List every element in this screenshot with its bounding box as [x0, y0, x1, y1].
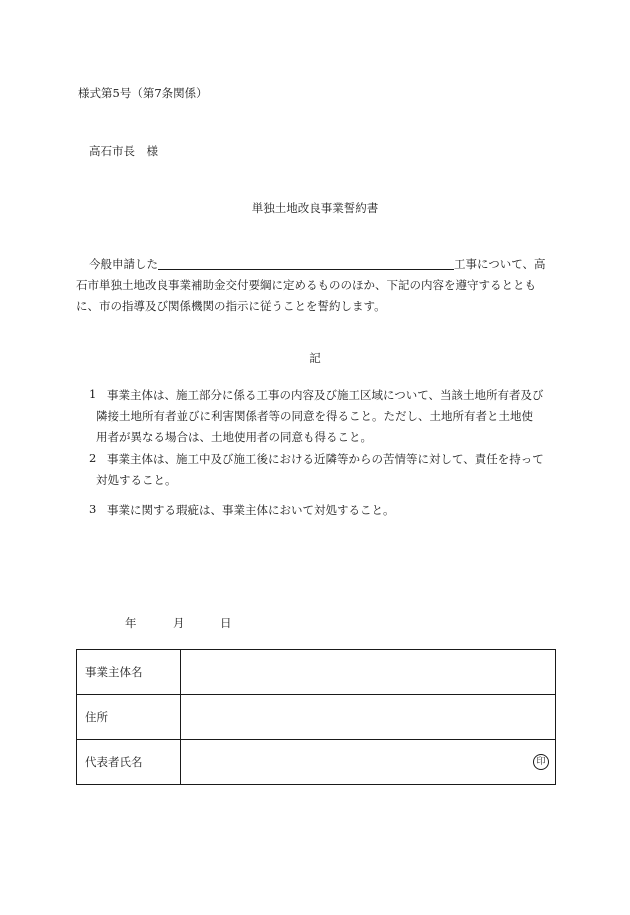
- representative-name-field[interactable]: [181, 740, 556, 785]
- date-year: 年: [125, 616, 137, 630]
- item-line: 事業主体は、施工中及び施工後における近隣等からの苦情等に対して、責任を持って: [107, 452, 544, 466]
- table-row: [77, 695, 556, 740]
- addressee: 高石市長 様: [89, 144, 158, 158]
- row-label: 事業主体名: [77, 650, 181, 695]
- item-line: 事業に関する瑕疵は、事業主体において対処すること。: [107, 503, 395, 517]
- date-day: 日: [220, 616, 232, 630]
- item-line: 用者が異なる場合は、土地使用者の同意も得ること。: [96, 430, 372, 444]
- seal-mark-icon: 印: [533, 754, 549, 770]
- row-label: 代表者氏名: [77, 740, 181, 785]
- item-line: 対処すること。: [96, 473, 177, 487]
- intro-prefix: 今般申請した: [89, 257, 158, 271]
- item-number: 2: [89, 451, 97, 465]
- table-row: [77, 650, 556, 695]
- signer-table: [76, 649, 556, 785]
- table-row: [77, 740, 556, 785]
- item-line: 隣接土地所有者並びに利害関係者等の同意を得ること。ただし、土地所有者と土地使: [96, 409, 533, 423]
- item-number: 3: [89, 502, 97, 516]
- intro-line-1: [89, 256, 546, 272]
- business-entity-field[interactable]: [181, 650, 556, 695]
- intro-line-3: に、市の指導及び関係機関の指示に従うことを誓約します。: [76, 299, 386, 313]
- intro-line-2: 石市単独土地改良事業補助金交付要綱に定めるもののほか、下記の内容を遵守するととも: [76, 278, 536, 292]
- item-line: 事業主体は、施工部分に係る工事の内容及び施工区域について、当該土地所有者及び: [107, 388, 544, 402]
- address-field[interactable]: [181, 695, 556, 740]
- row-label: 住所: [77, 695, 181, 740]
- intro-suffix: 工事について、高: [454, 257, 546, 271]
- document-title: 単独土地改良事業誓約書: [251, 201, 379, 215]
- project-name-blank[interactable]: [158, 257, 454, 270]
- ki-heading: 記: [309, 351, 321, 365]
- date-month: 月: [173, 616, 185, 630]
- item-number: 1: [89, 387, 97, 401]
- form-number: 様式第5号（第7条関係）: [78, 86, 208, 100]
